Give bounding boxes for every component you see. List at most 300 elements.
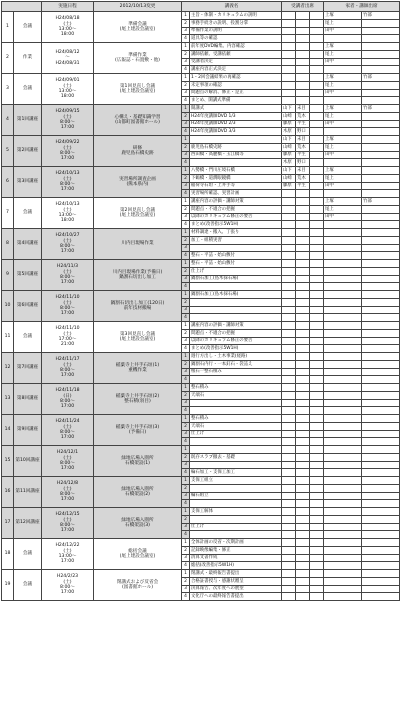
- lecture-name: 講座内容正式決定: [190, 66, 282, 74]
- attendee-3: [310, 298, 324, 306]
- session-date: [42, 384, 94, 415]
- plan-line: 緑地広場入園所: [121, 486, 154, 492]
- session-number: 9: [2, 260, 14, 291]
- attendee-1: 山下: [282, 136, 296, 144]
- lecture-index: 2: [182, 515, 190, 523]
- session-date: [42, 353, 94, 384]
- session-number: 17: [2, 508, 14, 539]
- date-line: 8:00～: [60, 275, 75, 280]
- date-line: 17:00: [60, 404, 75, 410]
- plan-line: 川内目現場作業(予備日): [112, 269, 163, 275]
- teacher-1: [324, 128, 362, 136]
- attendee-3: [310, 593, 324, 601]
- attendee-1: [282, 539, 296, 547]
- attendee-2: [296, 585, 310, 593]
- attendee-2: 荒木: [296, 112, 310, 120]
- teacher-2: [362, 523, 400, 531]
- table-row: [2, 291, 400, 299]
- session-type: 第12回講座: [14, 508, 42, 539]
- lecture-index: 2: [182, 205, 190, 213]
- session-date: [42, 570, 94, 601]
- attendee-1: [282, 275, 296, 283]
- session-date: [42, 291, 94, 322]
- lecture-name: 整石・平詰・始山敷付: [190, 260, 282, 268]
- lecture-name: 1・2回会議結果の再確認: [190, 74, 282, 82]
- lecture-index: 4: [182, 531, 190, 539]
- teacher-1: [324, 391, 362, 399]
- table-row: [2, 446, 400, 454]
- teacher-2: [362, 376, 400, 384]
- teacher-2: [362, 221, 400, 229]
- teacher-2: [362, 27, 400, 35]
- attendee-3: [310, 174, 324, 182]
- teacher-2: [362, 360, 400, 368]
- teacher-2: [362, 35, 400, 43]
- session-date: [42, 539, 94, 570]
- teacher-1: [324, 244, 362, 252]
- session-type: 会議: [14, 198, 42, 229]
- date-line: H24/12/15: [55, 512, 80, 518]
- attendee-2: [296, 244, 310, 252]
- attendee-2: [296, 213, 310, 221]
- session-date: [42, 136, 94, 167]
- attendee-2: [296, 229, 310, 237]
- session-plan: [94, 570, 182, 601]
- date-line: (土): [63, 424, 72, 430]
- teacher-2: 竹部: [362, 74, 400, 82]
- lecture-name: 講座内容の評価・講師対策: [190, 198, 282, 206]
- table-row: [2, 105, 400, 113]
- teacher-2: [362, 508, 400, 516]
- attendee-2: [296, 19, 310, 27]
- attendee-1: [282, 446, 296, 454]
- session-number: 16: [2, 477, 14, 508]
- session-plan: [94, 74, 182, 105]
- lecture-name: 整石積み: [190, 384, 282, 392]
- attendee-1: [282, 492, 296, 500]
- lecture-index: 3: [182, 27, 190, 35]
- date-line: 8:00～: [60, 182, 75, 187]
- date-line: 17:00: [60, 125, 75, 131]
- attendee-2: [296, 306, 310, 314]
- session-date: [42, 322, 94, 353]
- teacher-2: [362, 314, 400, 322]
- teacher-1: [324, 469, 362, 477]
- teacher-1: 田中: [324, 27, 362, 35]
- attendee-2: [296, 89, 310, 97]
- attendee-1: [282, 229, 296, 237]
- teacher-1: [324, 531, 362, 539]
- teacher-1: [324, 283, 362, 291]
- table-row: [2, 136, 400, 144]
- teacher-2: [362, 577, 400, 585]
- attendee-2: [296, 508, 310, 516]
- table-row: [2, 384, 400, 392]
- teacher-1: 尾上: [324, 81, 362, 89]
- teacher-1: [324, 275, 362, 283]
- attendee-3: [310, 151, 324, 159]
- teacher-1: [324, 267, 362, 275]
- lecture-index: 1: [182, 291, 190, 299]
- teacher-2: [362, 306, 400, 314]
- teacher-1: [324, 306, 362, 314]
- lecture-index: 2: [182, 298, 190, 306]
- attendee-1: 藤原: [282, 182, 296, 190]
- date-line: (土): [63, 238, 72, 244]
- teacher-1: [324, 461, 362, 469]
- date-line: 17:00: [60, 497, 75, 503]
- attendee-1: [282, 469, 296, 477]
- teacher-1: 田中: [324, 89, 362, 97]
- date-line: 17:00: [60, 280, 75, 286]
- teacher-1: [324, 252, 362, 260]
- date-line: (土): [63, 455, 72, 461]
- plan-line: 稲葉寺上井手石垣(1): [115, 362, 160, 368]
- attendee-2: [296, 554, 310, 562]
- attendee-3: [310, 469, 324, 477]
- lecture-name: 清算文書作成: [190, 554, 282, 562]
- attendee-2: [296, 415, 310, 423]
- attendee-3: [310, 267, 324, 275]
- lecture-index: 4: [182, 438, 190, 446]
- attendee-1: [282, 314, 296, 322]
- lecture-index: 2: [182, 329, 190, 337]
- teacher-2: [362, 492, 400, 500]
- attendee-3: [310, 128, 324, 136]
- attendee-3: [310, 554, 324, 562]
- lecture-index: 3: [182, 244, 190, 252]
- lecture-index: 1: [182, 74, 190, 82]
- header-date: 実施日程: [42, 2, 94, 12]
- plan-line: (尾上建設会議室): [119, 554, 156, 559]
- lecture-name: 西田橋・高麗橋・玉江橋等: [190, 151, 282, 159]
- lecture-index: 3: [182, 461, 190, 469]
- date-line: H24/11/10: [55, 295, 80, 301]
- plan-line: 第2回見直し会議: [119, 207, 156, 213]
- attendee-1: [282, 562, 296, 570]
- session-date: [42, 477, 94, 508]
- plan-line: 石橋架設(3): [125, 523, 150, 528]
- attendee-3: [310, 438, 324, 446]
- lecture-index: 4: [182, 190, 190, 198]
- lecture-name: 決算報告、次年度への展望: [190, 585, 282, 593]
- teacher-2: [362, 484, 400, 492]
- teacher-1: [324, 159, 362, 167]
- attendee-3: [310, 182, 324, 190]
- attendee-1: [282, 523, 296, 531]
- session-type: 会議: [14, 539, 42, 570]
- lecture-name: 記録映像編集・修正: [190, 546, 282, 554]
- lecture-name: 文化庁への最終報告書提出: [190, 593, 282, 601]
- date-line: 8:00～: [60, 430, 75, 435]
- teacher-2: 竹部: [362, 12, 400, 20]
- attendee-3: [310, 12, 324, 20]
- teacher-1: [324, 322, 362, 330]
- session-plan: [94, 353, 182, 384]
- lecture-index: 3: [182, 585, 190, 593]
- teacher-1: 上塚: [324, 43, 362, 51]
- session-type: 第3回講座: [14, 167, 42, 198]
- lecture-index: 3: [182, 151, 190, 159]
- attendee-1: [282, 19, 296, 27]
- attendee-1: [282, 58, 296, 66]
- teacher-2: [362, 97, 400, 105]
- teacher-1: 上塚: [324, 198, 362, 206]
- lecture-name: 以降のカリキュラム修正の要否: [190, 213, 282, 221]
- session-number: 7: [2, 198, 14, 229]
- lecture-name: 講師依頼、受講依頼: [190, 50, 282, 58]
- attendee-2: [296, 376, 310, 384]
- attendee-1: [282, 205, 296, 213]
- teacher-2: 竹部: [362, 198, 400, 206]
- lecture-name: 講座内容の評価・講師対策: [190, 322, 282, 330]
- attendee-2: [296, 384, 310, 392]
- lecture-name: 問題点・不適合の把握: [190, 205, 282, 213]
- teacher-2: [362, 275, 400, 283]
- lecture-index: 4: [182, 376, 190, 384]
- teacher-2: [362, 213, 400, 221]
- teacher-1: [324, 229, 362, 237]
- session-date: [42, 508, 94, 539]
- lecture-index: 1: [182, 508, 190, 516]
- lecture-index: 2: [182, 546, 190, 554]
- session-number: 18: [2, 539, 14, 570]
- lecture-name: 仕上げ: [190, 430, 282, 438]
- attendee-1: [282, 577, 296, 585]
- attendee-1: [282, 291, 296, 299]
- attendee-2: [296, 353, 310, 361]
- attendee-2: [296, 50, 310, 58]
- attendee-3: [310, 329, 324, 337]
- teacher-2: [362, 244, 400, 252]
- teacher-2: [362, 322, 400, 330]
- attendee-1: [282, 267, 296, 275]
- teacher-2: [362, 167, 400, 175]
- attendee-1: [282, 12, 296, 20]
- attendee-1: 山崎: [282, 174, 296, 182]
- teacher-2: [362, 291, 400, 299]
- attendee-2: [296, 298, 310, 306]
- lecture-name: 準備作業の説明: [190, 27, 282, 35]
- teacher-2: [362, 368, 400, 376]
- attendee-2: [296, 430, 310, 438]
- plan-line: 第1回見直し会議: [119, 83, 156, 89]
- lecture-name: 閉講式・最終報告書提出: [190, 570, 282, 578]
- attendee-1: [282, 329, 296, 337]
- session-type: 第5回講座: [14, 260, 42, 291]
- attendee-2: [296, 515, 310, 523]
- teacher-1: 田中: [324, 213, 362, 221]
- session-plan: [94, 229, 182, 260]
- session-number: 19: [2, 570, 14, 601]
- date-line: (土): [63, 114, 72, 120]
- teacher-2: [362, 205, 400, 213]
- attendee-2: [296, 314, 310, 322]
- attendee-1: 山崎: [282, 112, 296, 120]
- lecture-name: 天端石: [190, 391, 282, 399]
- attendee-2: [296, 43, 310, 51]
- attendee-2: 平生: [296, 151, 310, 159]
- attendee-2: [296, 577, 310, 585]
- attendee-3: [310, 453, 324, 461]
- plan-line: (広報誌・石置敷・他): [115, 58, 160, 63]
- attendee-3: [310, 81, 324, 89]
- attendee-2: [296, 422, 310, 430]
- session-type: 会議: [14, 74, 42, 105]
- teacher-2: [362, 446, 400, 454]
- attendee-3: [310, 221, 324, 229]
- teacher-1: 尾上: [324, 50, 362, 58]
- session-number: 11: [2, 322, 14, 353]
- teacher-1: [324, 337, 362, 345]
- teacher-2: [362, 236, 400, 244]
- attendee-1: [282, 415, 296, 423]
- teacher-2: [362, 539, 400, 547]
- attendee-1: [282, 515, 296, 523]
- plan-line: 研修: [132, 145, 143, 151]
- teacher-2: [362, 430, 400, 438]
- attendee-1: [282, 89, 296, 97]
- date-line: (土): [63, 362, 72, 368]
- lecture-index: 4: [182, 159, 190, 167]
- attendee-3: [310, 283, 324, 291]
- lecture-name: 八勢橋・門川圧境石橋: [190, 167, 282, 175]
- session-date: [42, 260, 94, 291]
- attendee-1: [282, 213, 296, 221]
- teacher-2: [362, 515, 400, 523]
- plan-line: 第3回見直し会議: [119, 331, 156, 337]
- teacher-2: [362, 337, 400, 345]
- attendee-1: 木原: [282, 159, 296, 167]
- lecture-name: [190, 306, 282, 314]
- plan-line: 緑地広場入園所: [121, 517, 154, 523]
- date-line: 17:00: [60, 373, 75, 379]
- attendee-2: [296, 12, 310, 20]
- session-type: 会議: [14, 12, 42, 43]
- session-type: 第11回講座: [14, 477, 42, 508]
- plan-line: 石橋架設(2): [125, 492, 150, 497]
- attendee-1: [282, 500, 296, 508]
- lecture-name: [190, 283, 282, 291]
- session-date: [42, 229, 94, 260]
- table-row: [2, 508, 400, 516]
- attendee-3: [310, 35, 324, 43]
- lecture-name: 全体計画の反省・次期計画: [190, 539, 282, 547]
- lecture-index: 3: [182, 182, 190, 190]
- date-line: (土): [63, 145, 72, 151]
- lecture-name: [190, 399, 282, 407]
- session-type: 第4回講座: [14, 229, 42, 260]
- lecture-index: 3: [182, 523, 190, 531]
- attendee-3: [310, 105, 324, 113]
- attendee-3: [310, 97, 324, 105]
- lecture-name: 問題点・不適合の把握: [190, 329, 282, 337]
- attendee-1: [282, 35, 296, 43]
- session-type: 第10回講座: [14, 446, 42, 477]
- lecture-name: [190, 376, 282, 384]
- teacher-1: [324, 492, 362, 500]
- teacher-1: [324, 539, 362, 547]
- teacher-2: [362, 43, 400, 51]
- attendee-2: [296, 260, 310, 268]
- attendee-3: [310, 577, 324, 585]
- teacher-2: [362, 345, 400, 353]
- lecture-name: [190, 461, 282, 469]
- date-line: H24/10/13: [55, 171, 80, 177]
- header-attend: 受講者出席: [282, 2, 324, 12]
- lecture-index: 4: [182, 500, 190, 508]
- attendee-1: [282, 593, 296, 601]
- attendee-3: [310, 430, 324, 438]
- attendee-2: [296, 267, 310, 275]
- attendee-1: [282, 81, 296, 89]
- attendee-2: [296, 562, 310, 570]
- attendee-2: [296, 74, 310, 82]
- attendee-3: [310, 523, 324, 531]
- date-line: H24/08/18: [55, 16, 80, 22]
- attendee-1: [282, 554, 296, 562]
- attendee-1: [282, 353, 296, 361]
- lecture-index: 3: [182, 58, 190, 66]
- date-line: (土): [63, 269, 72, 275]
- session-date: [42, 12, 94, 43]
- session-plan: [94, 136, 182, 167]
- date-line: H24/09/01: [55, 78, 80, 84]
- attendee-3: [310, 322, 324, 330]
- lecture-index: 2: [182, 422, 190, 430]
- teacher-2: [362, 260, 400, 268]
- teacher-1: [324, 570, 362, 578]
- teacher-2: [362, 128, 400, 136]
- session-plan: [94, 539, 182, 570]
- attendee-1: [282, 337, 296, 345]
- attendee-3: [310, 314, 324, 322]
- session-number: 8: [2, 229, 14, 260]
- session-plan: [94, 198, 182, 229]
- attendee-2: [296, 58, 310, 66]
- plan-line: (予備日): [128, 430, 147, 435]
- lecture-index: 2: [182, 391, 190, 399]
- lecture-index: 2: [182, 50, 190, 58]
- lecture-index: 3: [182, 213, 190, 221]
- teacher-1: [324, 260, 362, 268]
- attendee-2: 末目: [296, 167, 310, 175]
- date-line: 8:00～: [60, 368, 75, 373]
- lecture-name: 根石一整石積み: [190, 368, 282, 376]
- teacher-1: [324, 415, 362, 423]
- date-line: (土): [63, 21, 72, 27]
- attendee-2: [296, 291, 310, 299]
- attendee-3: [310, 66, 324, 74]
- attendee-2: [296, 484, 310, 492]
- date-line: H24/2/23: [56, 574, 79, 580]
- lecture-index: 3: [182, 337, 190, 345]
- plan-line: 実習場所調査企画: [119, 176, 156, 182]
- session-date: [42, 167, 94, 198]
- attendee-2: [296, 446, 310, 454]
- lecture-index: 1: [182, 384, 190, 392]
- lecture-index: 4: [182, 97, 190, 105]
- table-row: [2, 353, 400, 361]
- session-type: 第1回講座: [14, 105, 42, 136]
- attendee-3: [310, 236, 324, 244]
- table-row: [2, 539, 400, 547]
- lecture-name: 鹿児島石橋史跡: [190, 143, 282, 151]
- attendee-3: [310, 291, 324, 299]
- session-type: 会議: [14, 570, 42, 601]
- teacher-1: [324, 508, 362, 516]
- session-number: 2: [2, 43, 14, 74]
